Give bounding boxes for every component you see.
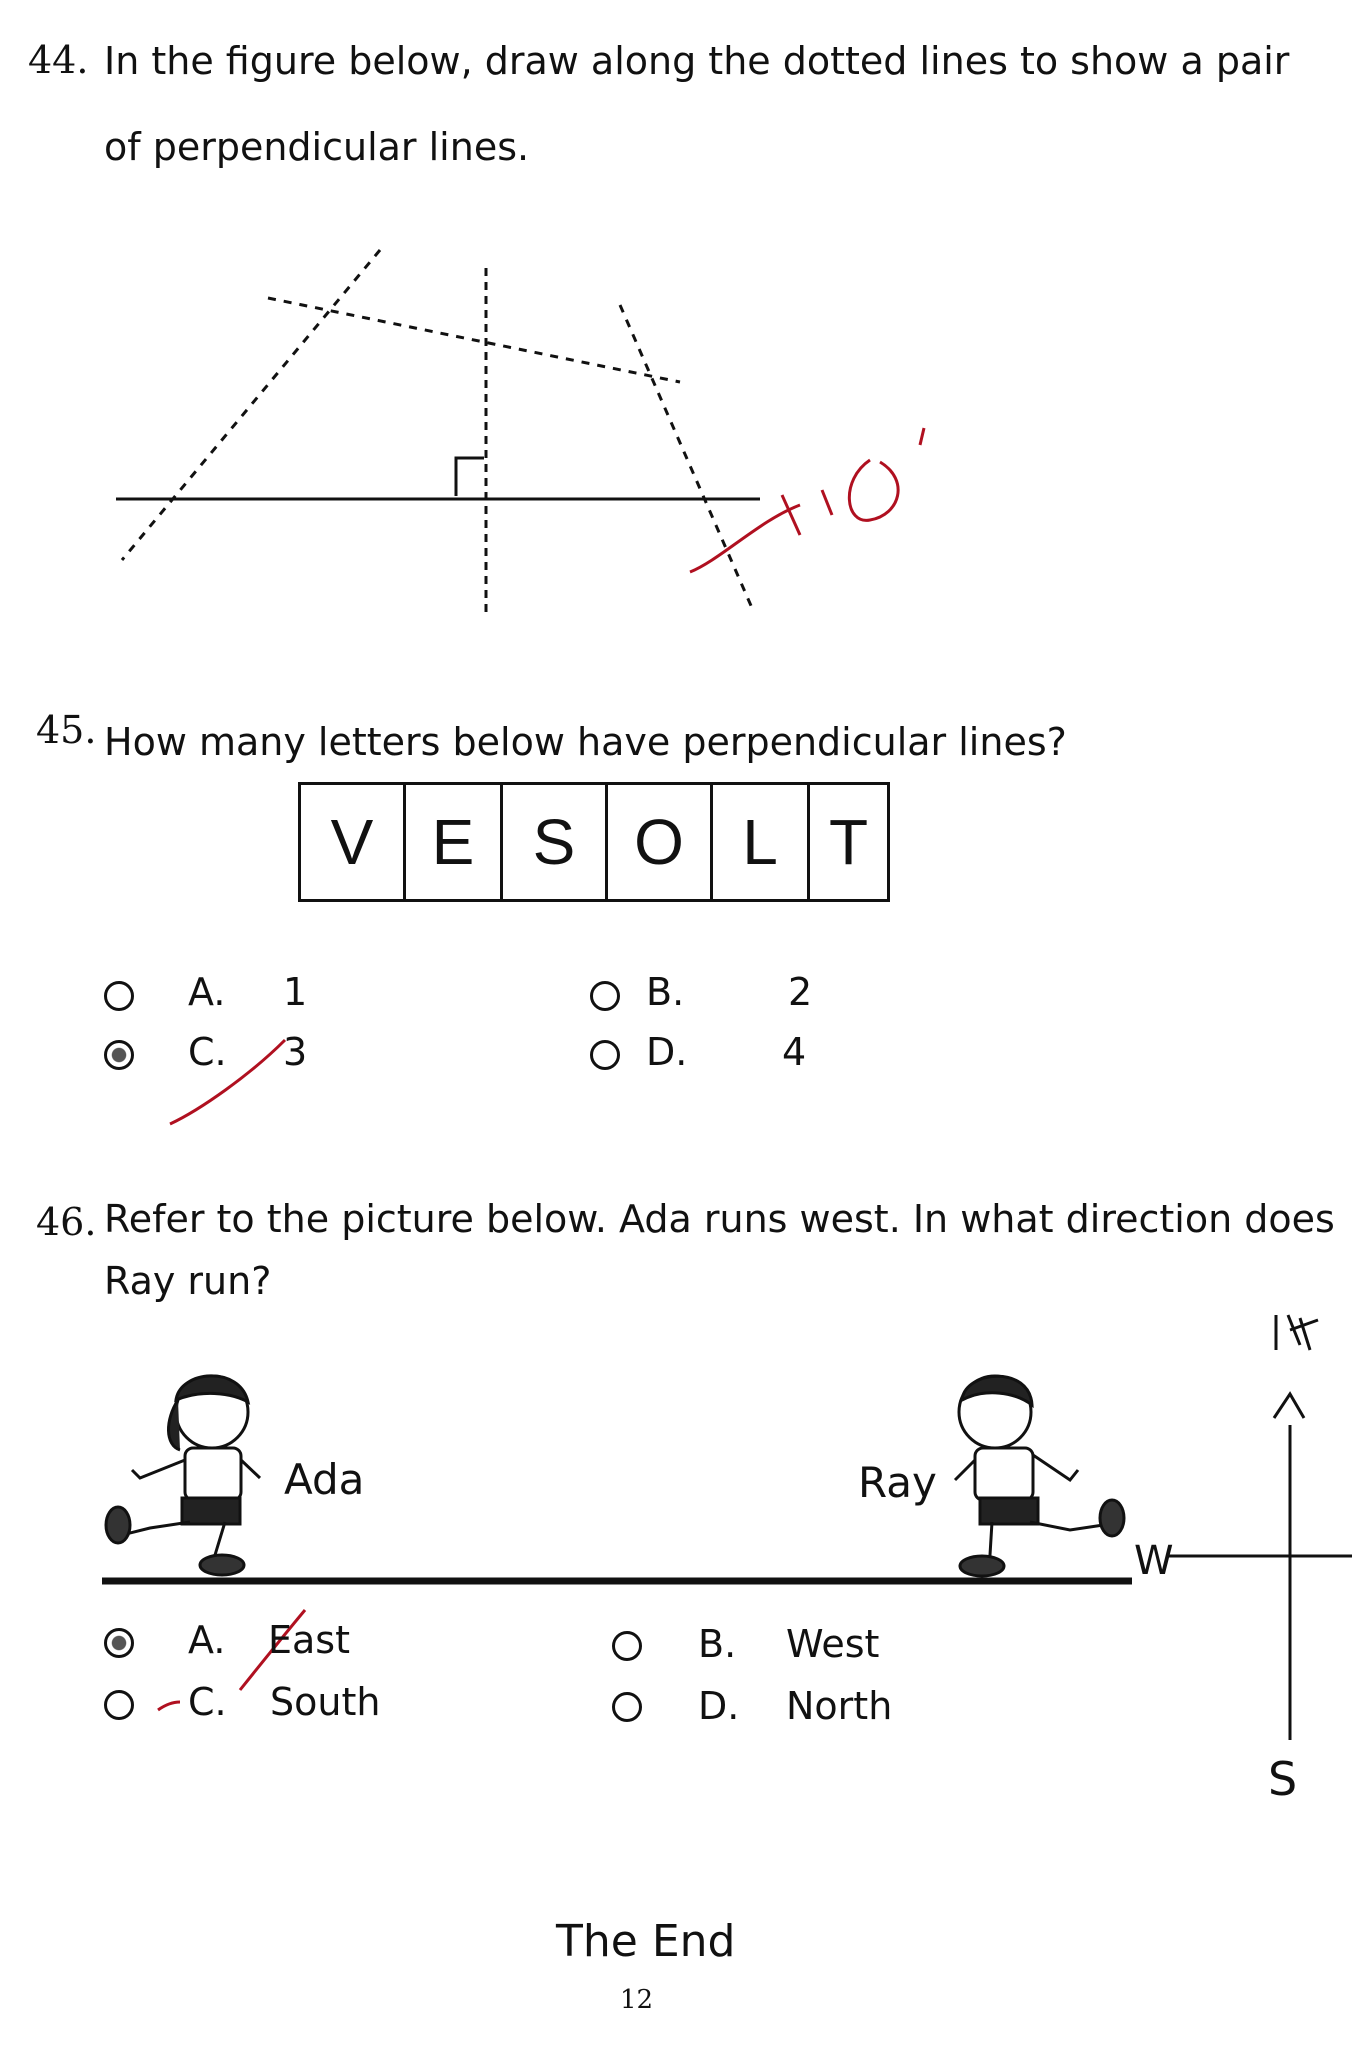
- option-c-value: 3: [283, 1030, 308, 1074]
- option-a-radio[interactable]: [104, 981, 134, 1011]
- letter-cell: T: [828, 806, 869, 878]
- q46-option-c-letter: C.: [188, 1680, 227, 1724]
- q46-number: 46.: [36, 1200, 97, 1244]
- letter-cell: E: [406, 785, 503, 899]
- dotted-line-diagonal-left: [122, 250, 380, 560]
- q44-number: 44.: [28, 38, 89, 82]
- option-d-letter: D.: [646, 1030, 688, 1074]
- ray-figure: [955, 1376, 1124, 1576]
- q46-option-b-value: West: [786, 1622, 880, 1666]
- option-a-value: 1: [283, 970, 308, 1014]
- q46-option-d-radio[interactable]: [612, 1692, 642, 1722]
- letter-cell: L: [713, 785, 810, 899]
- option-a-letter: A.: [188, 970, 226, 1014]
- teacher-marks-q45-q46: [158, 1040, 305, 1710]
- q46-option-a-radio-selected[interactable]: [104, 1628, 134, 1658]
- q46-option-c-value: South: [270, 1680, 381, 1724]
- q46-option-d-value: North: [786, 1684, 893, 1728]
- q46-text-line2: Ray run?: [104, 1259, 272, 1303]
- option-d-value: 4: [782, 1030, 807, 1074]
- letter-box: [298, 782, 890, 902]
- dotted-line-diagonal-right: [620, 305, 752, 608]
- q44-text-line2: of perpendicular lines.: [104, 125, 530, 169]
- letter-cell: O: [608, 785, 713, 899]
- q45-number: 45.: [36, 708, 97, 752]
- letter-cell: V: [301, 785, 406, 899]
- ada-figure: [106, 1376, 260, 1575]
- right-angle-mark: [456, 458, 484, 496]
- option-b-value: 2: [788, 970, 813, 1014]
- q46-text-line1: Refer to the picture below. Ada runs west. In what direction does: [104, 1197, 1335, 1241]
- letter-cell: S: [503, 785, 608, 899]
- page-number: 12: [620, 1985, 654, 2015]
- option-d-radio[interactable]: [590, 1040, 620, 1070]
- option-b-radio[interactable]: [590, 981, 620, 1011]
- q45-text: How many letters below have perpendicular lines?: [104, 720, 1067, 764]
- end-text: The End: [556, 1916, 736, 1967]
- compass-south-label: S: [1268, 1752, 1298, 1806]
- ray-label: Ray: [858, 1458, 937, 1507]
- compass-sketch: [1168, 1315, 1352, 1740]
- q46-option-a-letter: A.: [188, 1618, 226, 1662]
- option-c-radio-selected[interactable]: [104, 1040, 134, 1070]
- dotted-line-top: [268, 298, 680, 382]
- option-c-letter: C.: [188, 1030, 227, 1074]
- compass-west-label: W: [1134, 1538, 1174, 1584]
- ada-label: Ada: [284, 1455, 365, 1504]
- q44-text-line1: In the figure below, draw along the dotted lines to show a pair: [104, 39, 1290, 83]
- q46-option-d-letter: D.: [698, 1684, 740, 1728]
- q46-option-b-radio[interactable]: [612, 1631, 642, 1661]
- q46-option-b-letter: B.: [698, 1622, 737, 1666]
- option-b-letter: B.: [646, 970, 685, 1014]
- q46-option-a-value: East: [268, 1618, 350, 1662]
- q46-option-c-radio[interactable]: [104, 1690, 134, 1720]
